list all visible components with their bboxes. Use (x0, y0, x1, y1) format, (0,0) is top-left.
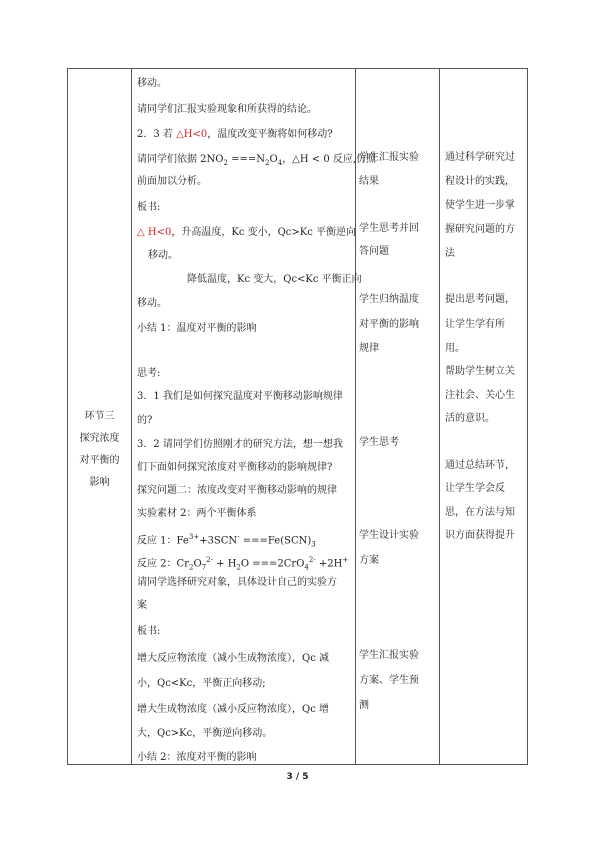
intent-line: 让学生学会反 (445, 483, 505, 494)
content-line: 思考: (137, 368, 161, 379)
intent-line: 使学生进一步掌 (445, 200, 515, 211)
content-line: 小结 1：温度对平衡的影响 (137, 323, 257, 334)
content-line: 实验素材 2：两个平衡体系 (137, 508, 257, 519)
lesson-table (67, 68, 528, 765)
intent-line: 活的意识。 (445, 413, 495, 424)
content-line: 3．2 请同学们仿照刚才的研究方法，想一想我 (137, 439, 343, 450)
content-line: 们下面如何探究浓度对平衡移动的影响规律? (137, 462, 333, 473)
content-line: 移动。 (137, 78, 167, 89)
section-line: 探究浓度 (79, 433, 120, 444)
student-line: 学生汇报实验 (359, 650, 419, 661)
content-line: 反应 2：$Cr_2O_7^{2-} + H_2O ===2CrO_4^{2-} +2H^+$ (137, 556, 349, 572)
intent-line: 握研究问题的方 (445, 224, 515, 235)
content-line: 小结 2：浓度对平衡的影响 (137, 752, 257, 763)
content-line: 移动。 (137, 298, 167, 309)
content-line: 增大反应物浓度（减小生成物浓度），Qc 减 (137, 653, 329, 664)
page-number: 3 / 5 (286, 772, 309, 782)
content-line: 板书: (137, 626, 161, 637)
content-line: 反应 1：$Fe^{3+}+3SCN^- ===Fe(SCN)_3$ (137, 533, 316, 549)
column-divider (439, 69, 440, 764)
student-line: 学生思考并回 (359, 223, 419, 234)
student-line: 测 (359, 700, 369, 711)
intent-line: 用。 (445, 343, 465, 354)
intent-line: 思，在方法与知 (445, 507, 515, 518)
section-line: 影响 (89, 477, 110, 488)
content-line: 2．3 若 △H<0，温度改变平衡将如何移动? (137, 129, 333, 140)
section-line: 对平衡的 (79, 455, 120, 466)
intent-line: 注社会、关心生 (445, 390, 515, 401)
content-line: 板书: (137, 202, 161, 213)
student-line: 答问题 (359, 246, 389, 257)
content-line: 前面加以分析。 (137, 176, 207, 187)
intent-line: 识方面获得提升 (445, 530, 515, 541)
student-line: 对平衡的影响 (359, 319, 419, 330)
student-line: 学生归纳温度 (359, 294, 419, 305)
content-line: 案 (137, 600, 147, 611)
intent-line: 法 (445, 248, 455, 259)
content-line: 3．1 我们是如何探究温度对平衡移动影响规律 (137, 391, 343, 402)
delta-h-negative: △H<0 (176, 129, 208, 140)
content-line: 请同学们汇报实验现象和所获得的结论。 (137, 104, 317, 115)
student-line: 学生汇报实验 (359, 152, 419, 163)
intent-line: 通过总结环节， (445, 460, 515, 471)
student-line: 规律 (359, 343, 379, 354)
intent-line: 让学生学有所 (445, 319, 505, 330)
content-line: 小，Qc<Kc，平衡正向移动; (137, 678, 266, 689)
intent-line: 通过科学研究过 (445, 152, 515, 163)
content-line: 增大生成物浓度（减小反应物浓度），Qc 增 (137, 704, 329, 715)
column-divider (131, 69, 132, 764)
column-divider (355, 69, 356, 764)
content-line: 降低温度，Kc 变大，Qc<Kc 平衡正向 (187, 274, 362, 285)
student-line: 方案、学生预 (359, 675, 419, 686)
student-line: 方案 (359, 555, 379, 566)
intent-line: 程设计的实践， (445, 176, 515, 187)
delta-h-negative: △ H<0 (137, 227, 172, 238)
content-line: 的? (137, 415, 153, 426)
student-line: 学生思考 (359, 437, 399, 448)
intent-line: 帮助学生树立关 (445, 366, 515, 377)
content-line: △ H<0，升高温度，Kc 变小，Qc>Kc 平衡逆向 (137, 227, 357, 238)
section-label (68, 406, 131, 494)
content-line: 探究问题二：浓度改变对平衡移动影响的规律 (137, 485, 337, 496)
student-line: 结果 (359, 176, 379, 187)
intent-line: 提出思考问题， (445, 294, 515, 305)
content-line: 请同学们依据 $2NO_2 ===N_2O_4$，△H < 0 反应,仿照 (137, 154, 377, 167)
student-line: 学生设计实验 (359, 530, 419, 541)
content-line: 大，Qc>Kc，平衡逆向移动。 (137, 728, 273, 739)
content-line: 请同学选择研究对象，具体设计自己的实验方 (137, 577, 337, 588)
content-line: 移动。 (148, 250, 178, 261)
section-line: 环节三 (84, 411, 115, 422)
